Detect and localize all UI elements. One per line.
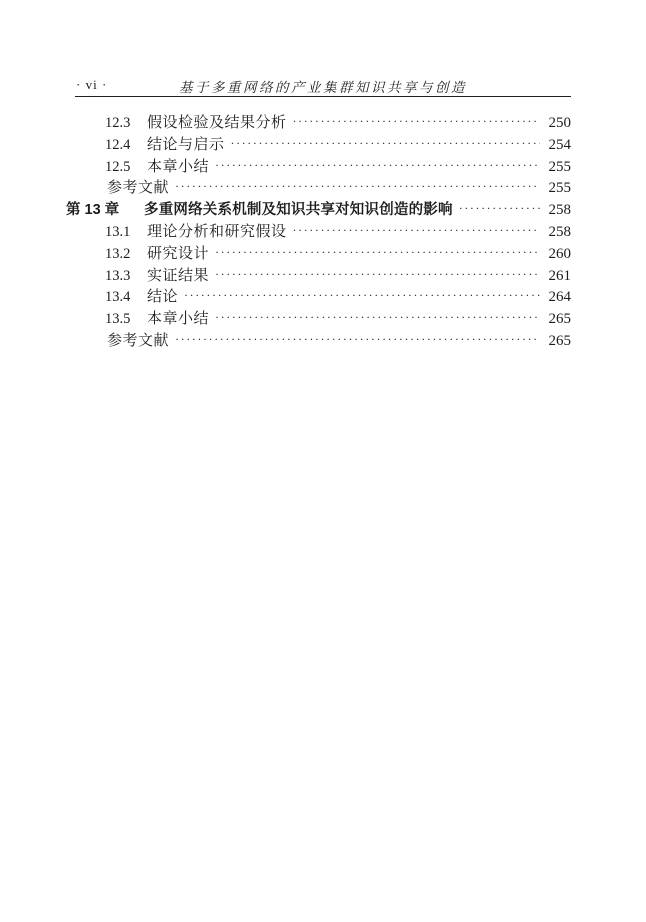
toc-entry-page: 265 xyxy=(548,311,571,328)
toc-entry-page: 258 xyxy=(548,202,571,219)
toc-entry-title: 结论 xyxy=(147,289,179,306)
dot-leader xyxy=(215,307,540,329)
toc-entry-title: 本章小结 xyxy=(147,158,210,175)
dot-leader xyxy=(215,155,540,177)
toc-entry-page: 258 xyxy=(548,223,571,240)
toc-entry-number: 13.3 xyxy=(105,267,131,284)
running-title: 基于多重网络的产业集群知识共享与创造 xyxy=(179,80,467,95)
toc-entry-page: 261 xyxy=(548,267,571,284)
toc-entry[interactable] xyxy=(0,287,571,309)
toc-entry[interactable] xyxy=(0,178,571,200)
toc-entry-page: 255 xyxy=(548,180,571,197)
toc-entry-title: 理论分析和研究假设 xyxy=(147,223,287,240)
toc-entry-number: 13.5 xyxy=(105,311,131,328)
toc-entry-title: 假设检验及结果分析 xyxy=(147,115,287,131)
toc-entry-title: 多重网络关系机制及知识共享对知识创造的影响 xyxy=(144,202,453,219)
toc-entry[interactable] xyxy=(0,157,571,179)
toc-entry-page: 255 xyxy=(548,158,571,175)
toc-entry-title: 实证结果 xyxy=(147,267,210,284)
dot-leader xyxy=(459,198,540,220)
toc-entry[interactable] xyxy=(0,331,571,353)
toc-entry-page: 264 xyxy=(548,289,571,306)
header-rule xyxy=(75,96,571,97)
toc-entry-page: 260 xyxy=(548,245,571,262)
toc-entry-number: 13.1 xyxy=(105,223,131,240)
toc-entry-number: 第 13 章 xyxy=(66,202,120,219)
toc-entry[interactable] xyxy=(0,222,571,244)
dot-leader xyxy=(231,133,540,155)
toc-entry[interactable] xyxy=(0,200,571,222)
toc-entry[interactable] xyxy=(0,113,571,135)
dot-leader xyxy=(175,329,540,351)
toc-entry-number: 12.5 xyxy=(105,158,131,175)
toc-entry-title: 参考文献 xyxy=(107,332,170,349)
toc-entry-number: 12.4 xyxy=(105,136,131,153)
dot-leader xyxy=(175,176,540,198)
toc-entry[interactable] xyxy=(0,266,571,288)
dot-leader xyxy=(184,285,540,307)
toc-entry-page: 265 xyxy=(548,332,571,349)
toc-entry-title: 本章小结 xyxy=(147,311,210,328)
toc-entry[interactable] xyxy=(0,135,571,157)
toc-entry-number: 13.4 xyxy=(105,289,131,306)
toc-entry[interactable] xyxy=(0,309,571,331)
dot-leader xyxy=(293,220,540,242)
toc-entry-number: 13.2 xyxy=(105,245,131,262)
toc-entry-number: 12.3 xyxy=(105,115,131,131)
toc-entry[interactable] xyxy=(0,244,571,266)
dot-leader xyxy=(215,264,540,286)
page-number: · vi · xyxy=(76,77,108,92)
running-header xyxy=(75,74,571,96)
toc-entry-page: 250 xyxy=(548,115,571,131)
toc-entry-title: 参考文献 xyxy=(107,180,170,197)
toc-entry-page: 254 xyxy=(548,136,571,153)
toc-entry-title: 研究设计 xyxy=(147,245,210,262)
toc-entry-title: 结论与启示 xyxy=(147,136,225,153)
dot-leader xyxy=(215,242,540,264)
table-of-contents xyxy=(0,113,571,353)
dot-leader xyxy=(293,111,540,133)
